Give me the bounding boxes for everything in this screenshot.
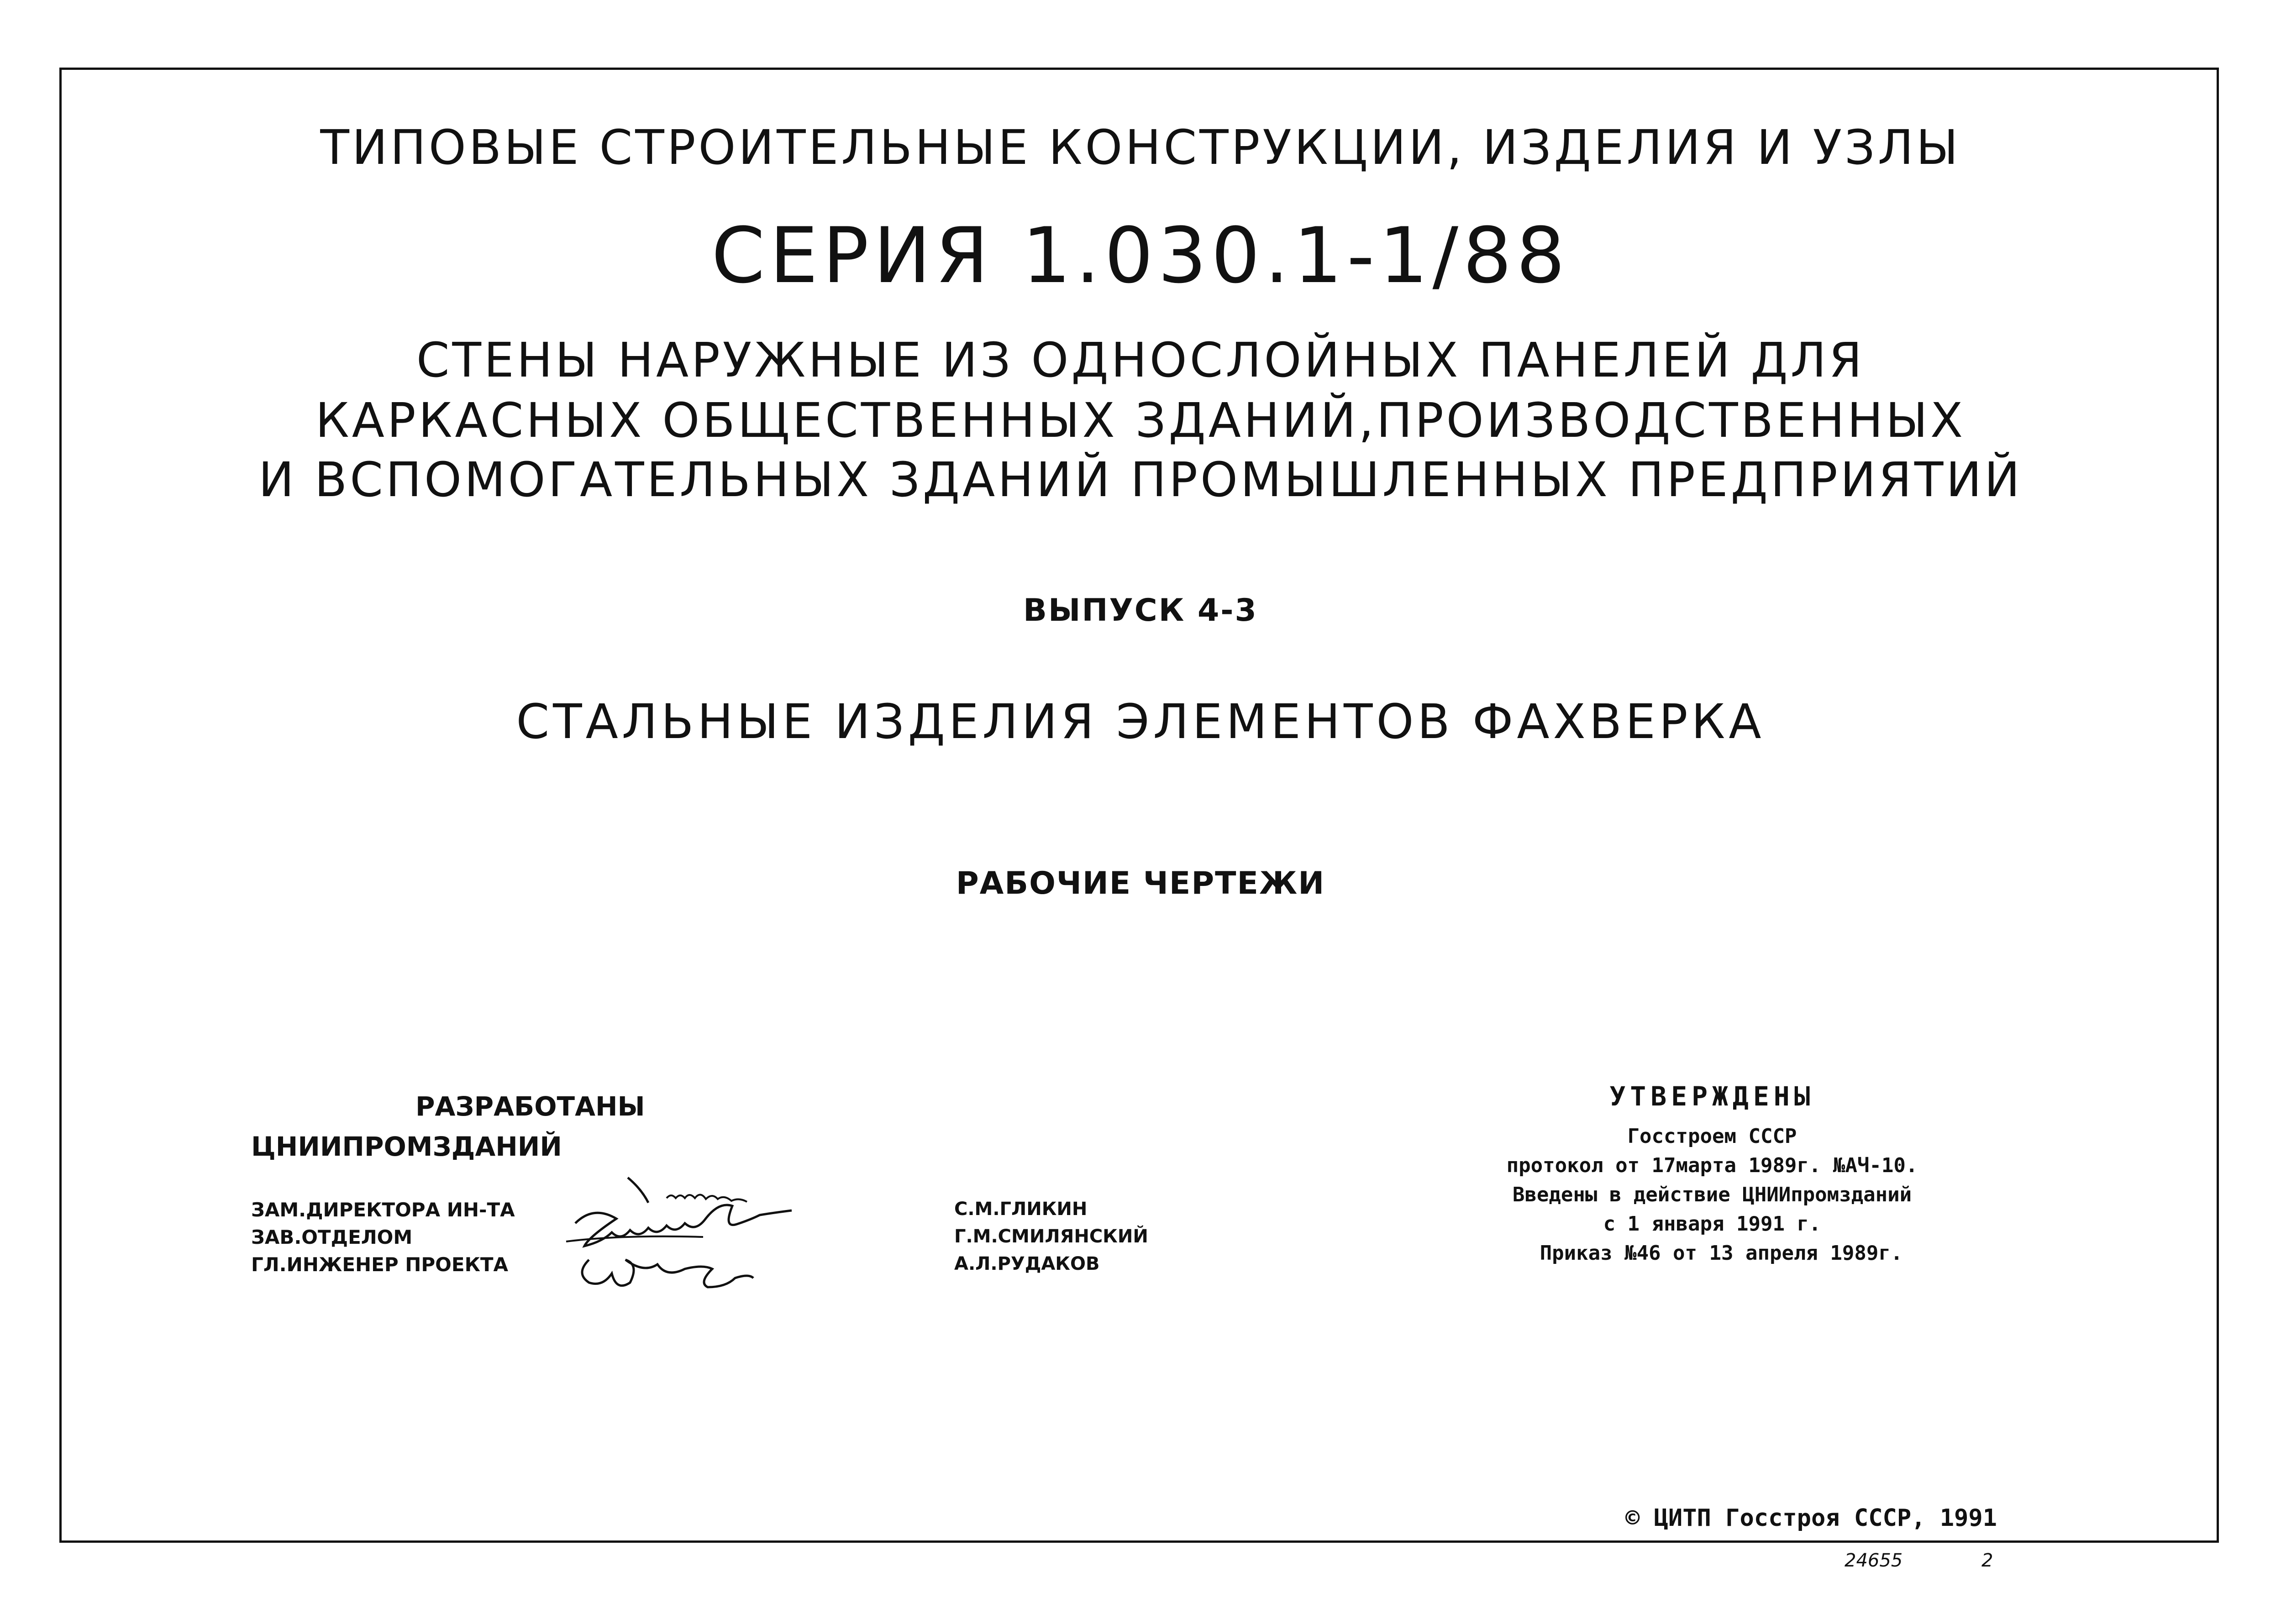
approval-protocol-line: протокол от 17марта 1989г. №АЧ-10.	[1506, 1154, 1918, 1177]
role-deputy-director: ЗАМ.ДИРЕКТОРА ИН-ТА	[251, 1199, 515, 1221]
role-chief-engineer: ГЛ.ИНЖЕНЕР ПРОЕКТА	[251, 1253, 509, 1276]
work-drawings-label: РАБОЧИЕ ЧЕРТЕЖИ	[956, 865, 1325, 901]
document-title-line-3: И ВСПОМОГАТЕЛЬНЫХ ЗДАНИЙ ПРОМЫШЛЕННЫХ ПРЕДПРИЯТИЙ	[258, 452, 2023, 508]
approved-title: УТВЕРЖДЕНЫ	[1609, 1081, 1815, 1112]
handwritten-signatures	[557, 1168, 913, 1310]
name-department-head: Г.М.СМИЛЯНСКИЙ	[954, 1226, 1148, 1247]
approved-by-line: Госстроем СССР	[1627, 1125, 1797, 1148]
approval-block	[1393, 1081, 2032, 1268]
name-deputy-director: С.М.ГЛИКИН	[954, 1199, 1088, 1220]
order-line: Приказ №46 от 13 апреля 1989г.	[1540, 1242, 1903, 1265]
series-number: СЕРИЯ 1.030.1-1/88	[711, 211, 1570, 300]
enactment-line: Введены в действие ЦНИИпромзданий	[1512, 1183, 1912, 1206]
copyright-notice: © ЦИТП Госстроя СССР, 1991	[1625, 1504, 1997, 1532]
developed-by-title: РАЗРАБОТАНЫ	[415, 1091, 645, 1122]
enactment-date-line: с 1 января 1991 г.	[1603, 1212, 1821, 1236]
document-title-line-2: КАРКАСНЫХ ОБЩЕСТВЕННЫХ ЗДАНИЙ,ПРОИЗВОДСТВЕННЫХ	[315, 393, 1966, 448]
document-title-line-1: СТЕНЫ НАРУЖНЫЕ ИЗ ОДНОСЛОЙНЫХ ПАНЕЛЕЙ ДЛЯ	[416, 332, 1865, 388]
archive-number: 24655	[1845, 1550, 1903, 1571]
issue-number: ВЫПУСК 4-3	[1023, 592, 1258, 629]
catalog-header: ТИПОВЫЕ СТРОИТЕЛЬНЫЕ КОНСТРУКЦИИ, ИЗДЕЛИЯ И УЗЛЫ	[320, 120, 1961, 175]
issue-subject: СТАЛЬНЫЕ ИЗДЕЛИЯ ЭЛЕМЕНТОВ ФАХВЕРКА	[516, 694, 1765, 749]
archive-suffix: 2	[1981, 1550, 1993, 1571]
developer-organization: ЦНИИПРОМЗДАНИЙ	[251, 1131, 562, 1162]
role-department-head: ЗАВ.ОТДЕЛОМ	[251, 1226, 413, 1248]
name-chief-engineer: А.Л.РУДАКОВ	[954, 1253, 1100, 1274]
